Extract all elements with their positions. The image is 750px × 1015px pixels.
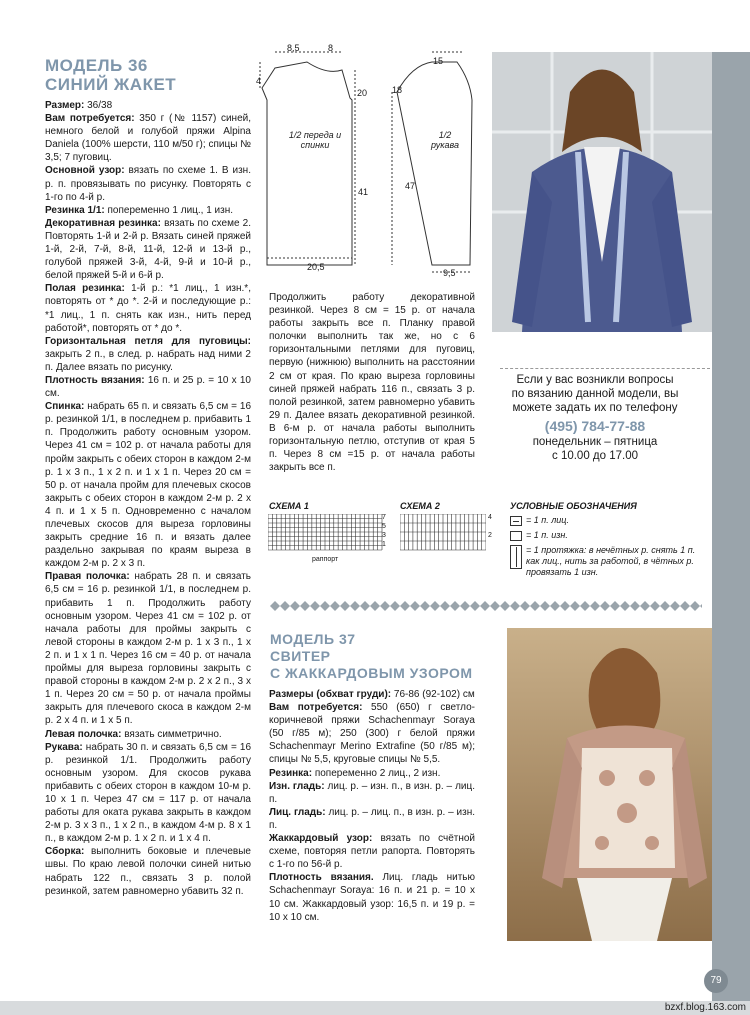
bottom-strip — [0, 1001, 750, 1015]
front-pattern-outline — [262, 62, 352, 265]
contact-separator — [500, 368, 710, 369]
paragraph — [45, 99, 251, 112]
front-pattern-label: 1/2 переда и спинки — [288, 130, 342, 150]
page-number: 79 — [704, 969, 728, 993]
contact-days: понедельник – пятница — [532, 436, 658, 448]
paragraph-text: лиц. р. – лиц. п., в изн. р. – изн. п. — [269, 806, 476, 831]
rapport-label: раппорт — [312, 556, 339, 563]
purl-symbol — [510, 531, 522, 541]
dim-label: 18 — [392, 85, 403, 95]
paragraph — [45, 570, 251, 727]
side-strip — [712, 52, 750, 1002]
legend-purl-text: = 1 п. изн. — [526, 530, 568, 540]
scheme1-row-label: 3 — [382, 532, 386, 539]
paragraph — [45, 164, 251, 203]
pattern-diagram — [252, 40, 492, 280]
dim-label: 20,5 — [307, 262, 325, 272]
model37-title-line1: МОДЕЛЬ 37 — [270, 631, 356, 647]
paragraph-text: 1-й р.: *1 лиц., 1 изн.*, повторять от * до *. 2-й и последующие р.: *1 лиц., 1 п. снять как изн., нить перед работой*, повторять от * до *. — [45, 283, 251, 334]
dim-label: 15 — [433, 56, 444, 66]
paragraph-text: 36/38 — [84, 100, 113, 111]
dim-label: 4 — [256, 76, 262, 86]
model36-text-column — [45, 99, 251, 898]
model36-photo — [492, 52, 712, 332]
dim-label: 20 — [357, 88, 368, 98]
contact-line: Если у вас возникли вопросы — [516, 374, 674, 386]
paragraph-label: Горизонтальная петля для пуговицы: — [45, 335, 251, 347]
scheme1-title: СХЕМА 1 — [269, 501, 309, 511]
paragraph — [269, 871, 475, 923]
paragraph-text: набрать 30 п. и связать 6,5 см = 16 р. резинкой 1/1. Продолжить работу основным узором. Для скосов рукава прибавить с обеих сторон в каждом 10-м р. 10 х 1 п. Через 47 см = 117 р. от начала работы для оката рукава закрыть в каждом 2-м р. 3 х 3 п., 1 х 2 п., в каждом 4-м р. 8 х 1 п., в каждом 2-м р. 1 х 2 п. и 1 х 4 п. — [45, 741, 251, 845]
model37-title — [270, 631, 473, 682]
paragraph-label: Резинка 1/1: — [45, 204, 105, 216]
contact-line: можете задать их по телефону — [512, 402, 678, 414]
scheme2-row-label: 4 — [488, 514, 492, 521]
legend-knit — [510, 515, 569, 526]
paragraph-label: Размеры (обхват груди): — [269, 689, 392, 700]
model37-title-line2: СВИТЕР — [270, 648, 331, 664]
dim-label: 8,5 — [287, 43, 300, 53]
paragraph-text: 350 г (№ 1157) синей, немного белой и голубой пряжи Alpina Daniela (100% шерсти, 110 м/50 г); спицы № 3,5; 7 пуговиц. — [45, 113, 251, 164]
paragraph — [45, 728, 251, 741]
paragraph-label: Основной узор: — [45, 165, 125, 177]
paragraph-text: лиц. р. – изн. п., в изн. р. – лиц. п. — [269, 780, 475, 805]
paragraph — [45, 204, 251, 217]
scheme1-row-label: 5 — [382, 523, 386, 530]
scheme1-grid — [268, 514, 386, 554]
scheme2-row-label: 2 — [488, 532, 492, 539]
watermark: bzxf.blog.163.com — [664, 1002, 746, 1013]
dim-label: 8 — [328, 43, 334, 53]
paragraph — [269, 806, 475, 832]
legend-slip-text: = 1 протяжка: в нечётных р. снять 1 п. как лиц., нить за работой, в чётных р. провязать 1 изн. — [526, 545, 696, 577]
paragraph-label: Вам потребуется: — [269, 702, 363, 714]
paragraph-label: Плотность вязания: — [45, 374, 145, 386]
contact-phone[interactable]: (495) 784-77-88 — [544, 418, 646, 434]
model36-title-line1: МОДЕЛЬ 36 — [45, 56, 148, 75]
paragraph-text: закрыть 2 п., в след. р. набрать над ними 2 п. Далее вязать по рисунку. — [45, 348, 251, 373]
paragraph-label: Лиц. гладь: — [269, 806, 326, 818]
contact-box — [490, 373, 700, 463]
paragraph-text: попеременно 2 лиц., 2 изн. — [312, 767, 441, 779]
paragraph-text: вязать по счётной схеме, повторяя петли рапорта. Повторять с 1-го по 56-й р. — [269, 833, 476, 871]
paragraph — [45, 845, 251, 897]
paragraph-text: вязать по схеме 2. Повторять 1-й и 2-й р. Вязать синей пряжей 1-й, 2-й, 7-й, 8-й, 11-й, 12-й и 13-й р., голубой пряжей 3-й, 4-й, 9-й и 10-й р., белой пряжей 5-й и 6-й р. — [45, 217, 252, 282]
legend-slip — [510, 545, 700, 578]
paragraph-text: Лиц. гладь нитью Schachenmayr Soraya: 16 п. и 21 р. = 10 х 10 см. Жаккардовый узор: 16,5 п. и 19 р. = 10 х 10 см. — [269, 872, 475, 923]
dim-label: 9,5 — [443, 268, 456, 278]
paragraph — [45, 374, 251, 400]
paragraph — [269, 780, 475, 806]
paragraph-text: 550 (650) г светло-коричневой пряжи Schachenmayr Soraya (50 г/85 м); 250 (300) г белой пряжи Schachenmayr Merino Extrafine (50 г/85 м); спицы № 5,5, круговые спицы № 5,5. — [269, 702, 475, 766]
paragraph-label: Рукава: — [45, 741, 83, 753]
paragraph-label: Сборка: — [45, 846, 85, 858]
slip-symbol — [510, 545, 522, 569]
model37-text-column — [269, 688, 475, 924]
paragraph — [269, 767, 475, 780]
paragraph-label: Декоративная резинка: — [45, 217, 161, 229]
paragraph-text: 16 п. и 25 р. = 10 х 10 см. — [45, 374, 251, 400]
paragraph — [269, 688, 475, 701]
scheme1-row-label: 7 — [382, 514, 386, 521]
paragraph — [269, 832, 475, 871]
paragraph-text: набрать 28 п. и связать 6,5 см = 16 р. резинкой 1/1, в последнем р. прибавить 1 п. Продолжить работу основным узором. Через 41 см = 102 р. от начала работы для проймы закрыть с левой стороны в каждом 2-м р. 1 х 3 п., 1 х 2 п. и 1 х 1 п. Через 16 см = 40 р. от начала проймы для выреза горловины закрыть с правой стороны в каждом 2-м р. 2 х 2 п., 3 х 1 п. Через 20 см = 50 р. от начала проймы закрыть для плечевого скоса в каждом 2-м р. 2 х 4 п. и 1 х 5 п. — [45, 571, 251, 727]
paragraph — [45, 741, 251, 846]
sleeve-pattern-label: 1/2 рукава — [431, 130, 459, 150]
scheme2-grid — [400, 514, 486, 554]
paragraph — [45, 400, 251, 570]
paragraph-text: выполнить боковые и плечевые швы. По краю левой полочки синей нитью набрать 122 п., связать 3 р. полой резинкой, затем равномерно убавить 32 п. — [45, 846, 251, 897]
contact-hours: с 10.00 до 17.00 — [552, 450, 638, 462]
model36-continued-text: Продолжить работу декоративной резинкой. Через 8 см = 15 р. от начала работы закрыть все п. Планку правой полочки выполнить так же, но с 6 горизонтальными петлями для пуговиц, первую (нижнюю) выполнить на расстоянии 2 см от края. По краю выреза горловины синей пряжей набрать 116 п., связать 3 р. полой резинкой, затем равномерно убавить 29 п. Далее вязать декоративной резинкой. В 6-м р. от начала работы выполнить горизонтальную петлю, отступив от края 5 п. Через 8 см =15 р. от начала работы закрыть все п. — [269, 292, 475, 474]
dim-label: 47 — [405, 181, 416, 191]
scheme2-title: СХЕМА 2 — [400, 501, 440, 511]
legend-title: УСЛОВНЫЕ ОБОЗНАЧЕНИЯ — [510, 501, 637, 511]
paragraph-label: Спинка: — [45, 401, 85, 413]
paragraph-text: вязать по схеме 1. В изн. р. п. провязывать по рисунку. Повторять с 1-го по 4-й р. — [45, 165, 251, 203]
legend-purl — [510, 530, 568, 541]
knit-symbol — [510, 516, 522, 526]
paragraph-label: Левая полочка: — [45, 728, 122, 740]
paragraph-text: 76-86 (92-102) см — [391, 689, 475, 700]
model37-title-line3: С ЖАККАРДОВЫМ УЗОРОМ — [270, 665, 473, 681]
paragraph-text: вязать симметрично. — [121, 728, 222, 740]
legend-knit-text: = 1 п. лиц. — [526, 515, 569, 525]
paragraph — [45, 335, 251, 374]
paragraph — [45, 282, 251, 334]
paragraph-label: Резинка: — [269, 767, 313, 779]
paragraph-label: Изн. гладь: — [269, 780, 325, 792]
model36-title-line2: СИНИЙ ЖАКЕТ — [45, 75, 177, 94]
paragraph — [269, 701, 475, 766]
paragraph-text: попеременно 1 лиц., 1 изн. — [104, 204, 234, 216]
paragraph — [45, 217, 251, 282]
dim-label: 41 — [358, 187, 369, 197]
model37-photo — [507, 628, 712, 941]
paragraph-label: Плотность вязания. — [269, 872, 374, 884]
paragraph-label: Правая полочка: — [45, 571, 130, 583]
scheme1-row-label: 1 — [382, 541, 386, 548]
paragraph-label: Размер: — [45, 100, 85, 111]
model36-title — [45, 56, 176, 94]
paragraph-text: набрать 65 п. и связать 6,5 см = 16 р. резинкой 1/1, в последнем р. прибавить 1 п. Продолжить работу основным узором. Через 41 см = 102 р. от начала работы для пройм закрыть с обеих сторон в каждом 2-м р. 1 х 3 п., 1 х 2 п. и 1 х 1 п. Через 20 см = 50 р. от начала пройм для плечевых скосов закрыть с обеих сторон в каждом 2-м р. 2 х 4 п. и 1 х 5 п. Одновременно с началом плечевых скосов для выреза горловины закрыть средние 16 п. и вязать далее раздельно закрывая по краям выреза в каждом 2-м р. 2 х 3 п. — [45, 401, 251, 570]
paragraph — [45, 112, 251, 164]
section-divider — [270, 600, 702, 612]
sleeve-pattern-outline — [397, 62, 472, 265]
paragraph-label: Вам потребуется: — [45, 113, 135, 125]
paragraph-label: Полая резинка: — [45, 283, 125, 295]
contact-line: по вязанию данной модели, вы — [511, 388, 679, 400]
paragraph-label: Жаккардовый узор: — [269, 833, 373, 845]
